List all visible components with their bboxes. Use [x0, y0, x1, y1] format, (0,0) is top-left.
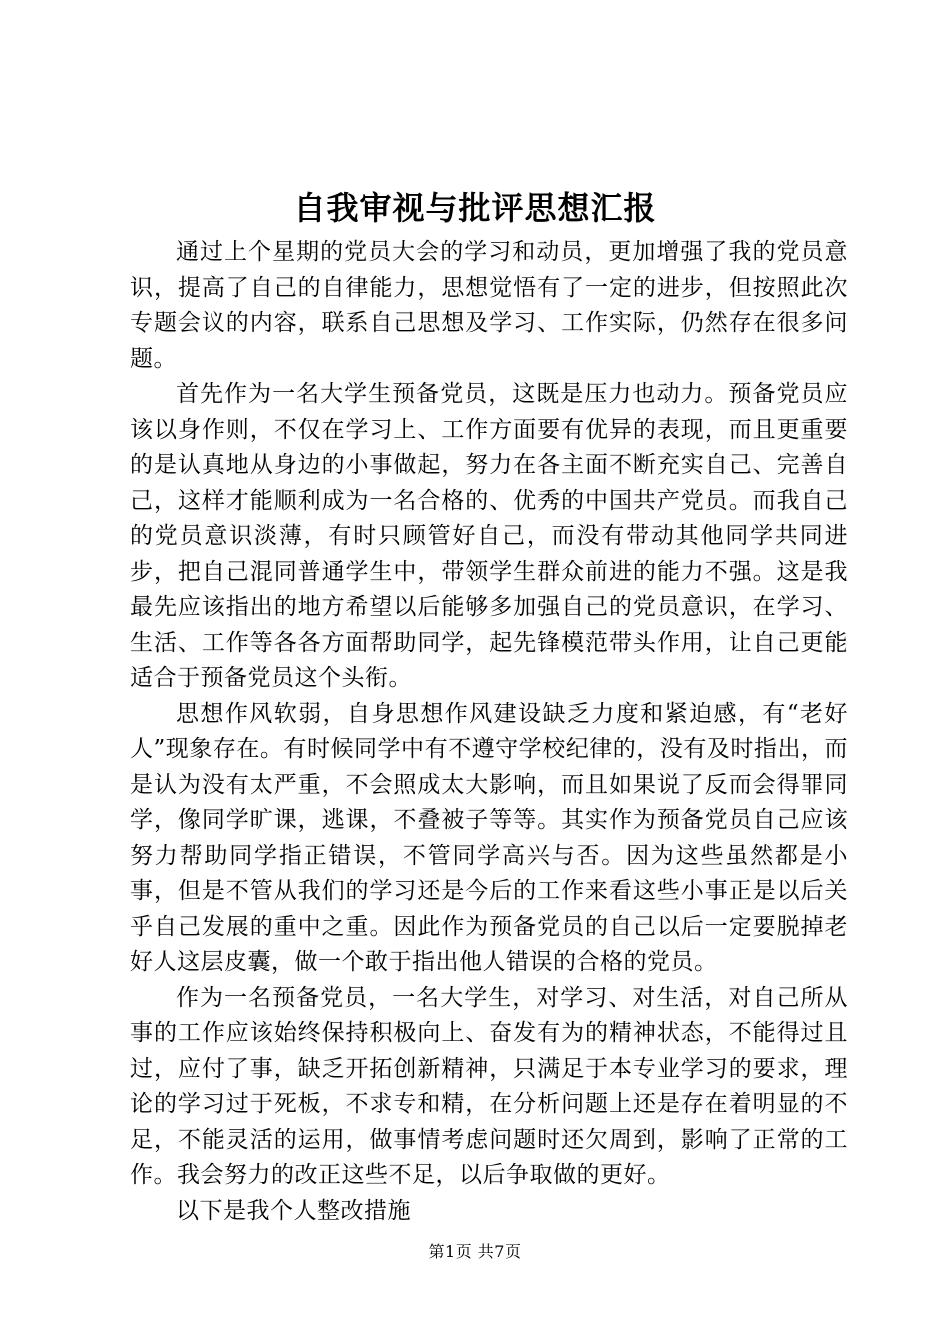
paragraph-work-style: 思想作风软弱，自身思想作风建设缺乏力度和紧迫感，有“老好人”现象存在。有时候同学中有不遵守学校纪律的，没有及时指出，而是认为没有太严重，不会照成太大影响，而且如果说了反而会得罪同学，像同学旷课，逃课，不叠被子等等。其实作为预备党员自己应该努力帮助同学指正错误，不管同学高兴与否。因为这些虽然都是小事，但是不管从我们的学习还是今后的工作来看这些小事正是以后关乎自己发展的重中之重。因此作为预备党员的自己以后一定要脱掉老好人这层皮囊，做一个敢于指出他人错误的合格的党员。 [130, 700, 848, 975]
paragraph-intro: 通过上个星期的党员大会的学习和动员，更加增强了我的党员意识，提高了自己的自律能力，思想觉悟有了一定的进步，但按照此次专题会议的内容，联系自己思想及学习、工作实际，仍然存在很多问题。 [130, 239, 848, 372]
document-title: 自我审视与批评思想汇报 [293, 189, 657, 227]
page-footer: 第1页 共7页 [428, 1242, 522, 1261]
paragraph-party-awareness: 首先作为一名大学生预备党员，这既是压力也动力。预备党员应该以身作则，不仅在学习上、工作方面要有优异的表现，而且更重要的是认真地从身边的小事做起，努力在各主面不断充实自己、完善自己，这样才能顺利成为一名合格的、优秀的中国共产党员。而我自己的党员意识淡薄，有时只顾管好自己，而没有带动其他同学共同进步，把自己混同普通学生中，带领学生群众前进的能力不强。这是我最先应该指出的地方希望以后能够多加强自己的党员意识，在学习、生活、工作等各各方面帮助同学，起先锋模范带头作用，让自己更能适合于预备党员这个头衔。 [130, 381, 848, 691]
paragraph-attitude: 作为一名预备党员，一名大学生，对学习、对生活，对自己所从事的工作应该始终保持积极向上、奋发有为的精神状态，不能得过且过，应付了事，缺乏开拓创新精神，只满足于本专业学习的要求，理论的学习过于死板，不求专和精，在分析问题上还是存在着明显的不足，不能灵活的运用，做事情考虑问题时还欠周到，影响了正常的工作。我会努力的改正这些不足，以后争取做的更好。 [130, 984, 848, 1188]
document-body [130, 235, 848, 1229]
paragraph-measures-intro: 以下是我个人整改措施 [176, 1197, 411, 1224]
